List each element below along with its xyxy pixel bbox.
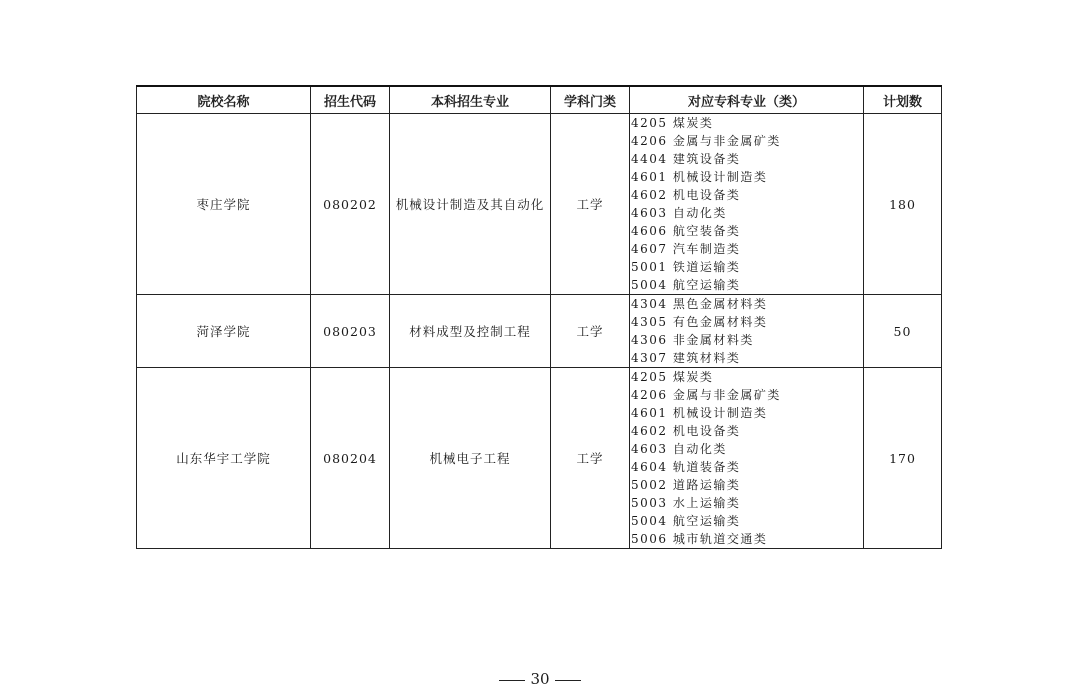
related-major-item: 5006 城市轨道交通类: [631, 532, 768, 546]
enrollment-code-cell: 080203: [311, 295, 390, 368]
related-major-item: 4604 轨道装备类: [631, 460, 741, 474]
related-major-item: 4205 煤炭类: [631, 370, 714, 384]
related-major-item: 4602 机电设备类: [631, 188, 741, 202]
related-major-item: 5004 航空运输类: [631, 514, 741, 528]
related-major-item: 4606 航空装备类: [631, 224, 741, 238]
related-major-item: 4603 自动化类: [631, 206, 727, 220]
header-plan-count: 计划数: [864, 86, 942, 114]
related-major-item: 5004 航空运输类: [631, 278, 741, 292]
header-related-majors: 对应专科专业（类）: [630, 86, 864, 114]
related-major-item: 4603 自动化类: [631, 442, 727, 456]
plan-count-cell: 50: [864, 295, 942, 368]
undergrad-major-cell: 机械电子工程: [390, 368, 551, 549]
page-number-value: 30: [530, 670, 550, 688]
table-header-row: [137, 86, 942, 114]
school-name-cell: 枣庄学院: [137, 114, 311, 295]
related-majors-cell: [630, 295, 864, 368]
related-major-item: 4601 机械设计制造类: [631, 406, 768, 420]
school-name-cell: 菏泽学院: [137, 295, 311, 368]
discipline-category-cell: 工学: [551, 368, 630, 549]
related-major-item: 4404 建筑设备类: [631, 152, 741, 166]
enrollment-code-cell: 080202: [311, 114, 390, 295]
plan-count-cell: 180: [864, 114, 942, 295]
header-school-name: 院校名称: [137, 86, 311, 114]
related-majors-cell: [630, 368, 864, 549]
related-major-item: 4307 建筑材料类: [631, 351, 741, 365]
undergrad-major-cell: 材料成型及控制工程: [390, 295, 551, 368]
table-row: [137, 114, 942, 295]
related-major-item: 4602 机电设备类: [631, 424, 741, 438]
page-number: [0, 670, 1080, 688]
related-major-item: 4607 汽车制造类: [631, 242, 741, 256]
page-number-dash-left: [499, 680, 525, 681]
related-major-item: 4206 金属与非金属矿类: [631, 134, 781, 148]
school-name-cell: 山东华宇工学院: [137, 368, 311, 549]
related-major-item: 5003 水上运输类: [631, 496, 741, 510]
related-major-item: 4305 有色金属材料类: [631, 315, 768, 329]
enrollment-plan-table: [136, 85, 942, 549]
table-row: [137, 295, 942, 368]
related-major-item: 4206 金属与非金属矿类: [631, 388, 781, 402]
page-number-dash-right: [555, 680, 581, 681]
header-enrollment-code: 招生代码: [311, 86, 390, 114]
table-row: [137, 368, 942, 549]
related-major-item: 4205 煤炭类: [631, 116, 714, 130]
related-major-item: 5002 道路运输类: [631, 478, 741, 492]
header-discipline-category: 学科门类: [551, 86, 630, 114]
undergrad-major-cell: 机械设计制造及其自动化: [390, 114, 551, 295]
discipline-category-cell: 工学: [551, 114, 630, 295]
enrollment-code-cell: 080204: [311, 368, 390, 549]
related-major-item: 4304 黑色金属材料类: [631, 297, 768, 311]
related-major-item: 4306 非金属材料类: [631, 333, 754, 347]
discipline-category-cell: 工学: [551, 295, 630, 368]
plan-count-cell: 170: [864, 368, 942, 549]
related-major-item: 4601 机械设计制造类: [631, 170, 768, 184]
related-major-item: 5001 铁道运输类: [631, 260, 741, 274]
header-undergrad-major: 本科招生专业: [390, 86, 551, 114]
related-majors-cell: [630, 114, 864, 295]
